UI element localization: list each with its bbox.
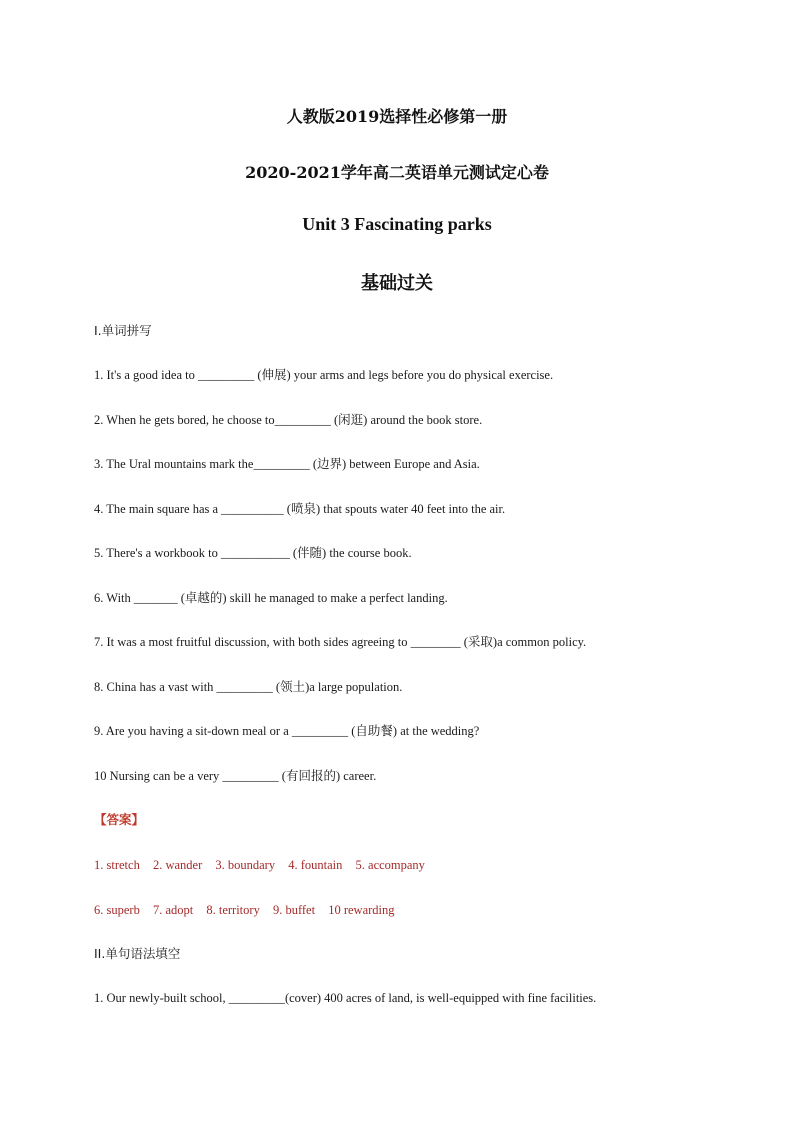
section1-heading: I.单词拼写 bbox=[94, 323, 152, 338]
answer-2: 2. wander bbox=[152, 858, 203, 872]
answer-6: 6. superb bbox=[94, 903, 140, 917]
answer-4: 4. fountain bbox=[288, 858, 343, 872]
section2-heading: II.单句语法填空 bbox=[94, 946, 181, 961]
question-8: 8. China has a vast with _________ (领土)a large population. bbox=[94, 680, 403, 694]
doc-title-textbook: 人教版2019选择性必修第一册 bbox=[286, 107, 508, 126]
question-1: 1. It's a good idea to _________ (伸展) your arms and legs before you do physical exercise. bbox=[94, 368, 554, 382]
answer-label: 【答案】 bbox=[94, 812, 145, 827]
question-5: 5. There's a workbook to ___________ (伴随) the course book. bbox=[94, 546, 412, 560]
answer-1: 1. stretch bbox=[94, 858, 140, 872]
doc-title-unit: Unit 3 Fascinating parks bbox=[302, 214, 492, 234]
answers-row-2 bbox=[94, 902, 405, 918]
grammar-question-1: 1. Our newly-built school, _________(cover) 400 acres of land, is well-equipped with fine facilities. bbox=[94, 991, 597, 1005]
answer-7: 7. adopt bbox=[152, 903, 194, 917]
doc-title-exam: 2020-2021学年高二英语单元测试定心卷 bbox=[245, 163, 549, 182]
question-2: 2. When he gets bored, he choose to_________ (闲逛) around the book store. bbox=[94, 413, 483, 427]
answers-row-1 bbox=[94, 857, 435, 873]
doc-title-section: 基础过关 bbox=[361, 273, 433, 294]
answer-3: 3. boundary bbox=[215, 858, 276, 872]
question-9: 9. Are you having a sit-down meal or a _________ (自助餐) at the wedding? bbox=[94, 724, 480, 738]
answer-5: 5. accompany bbox=[355, 858, 425, 872]
question-3: 3. The Ural mountains mark the_________ (边界) between Europe and Asia. bbox=[94, 457, 480, 471]
answer-9: 9. buffet bbox=[272, 903, 316, 917]
question-4: 4. The main square has a __________ (喷泉) that spouts water 40 feet into the air. bbox=[94, 502, 506, 516]
question-10: 10 Nursing can be a very _________ (有回报的) career. bbox=[94, 769, 377, 783]
answer-8: 8. territory bbox=[206, 903, 260, 917]
answer-10: 10 rewarding bbox=[328, 903, 395, 917]
question-6: 6. With _______ (卓越的) skill he managed to make a perfect landing. bbox=[94, 591, 448, 605]
question-7: 7. It was a most fruitful discussion, with both sides agreeing to ________ (采取)a common policy. bbox=[94, 635, 587, 649]
